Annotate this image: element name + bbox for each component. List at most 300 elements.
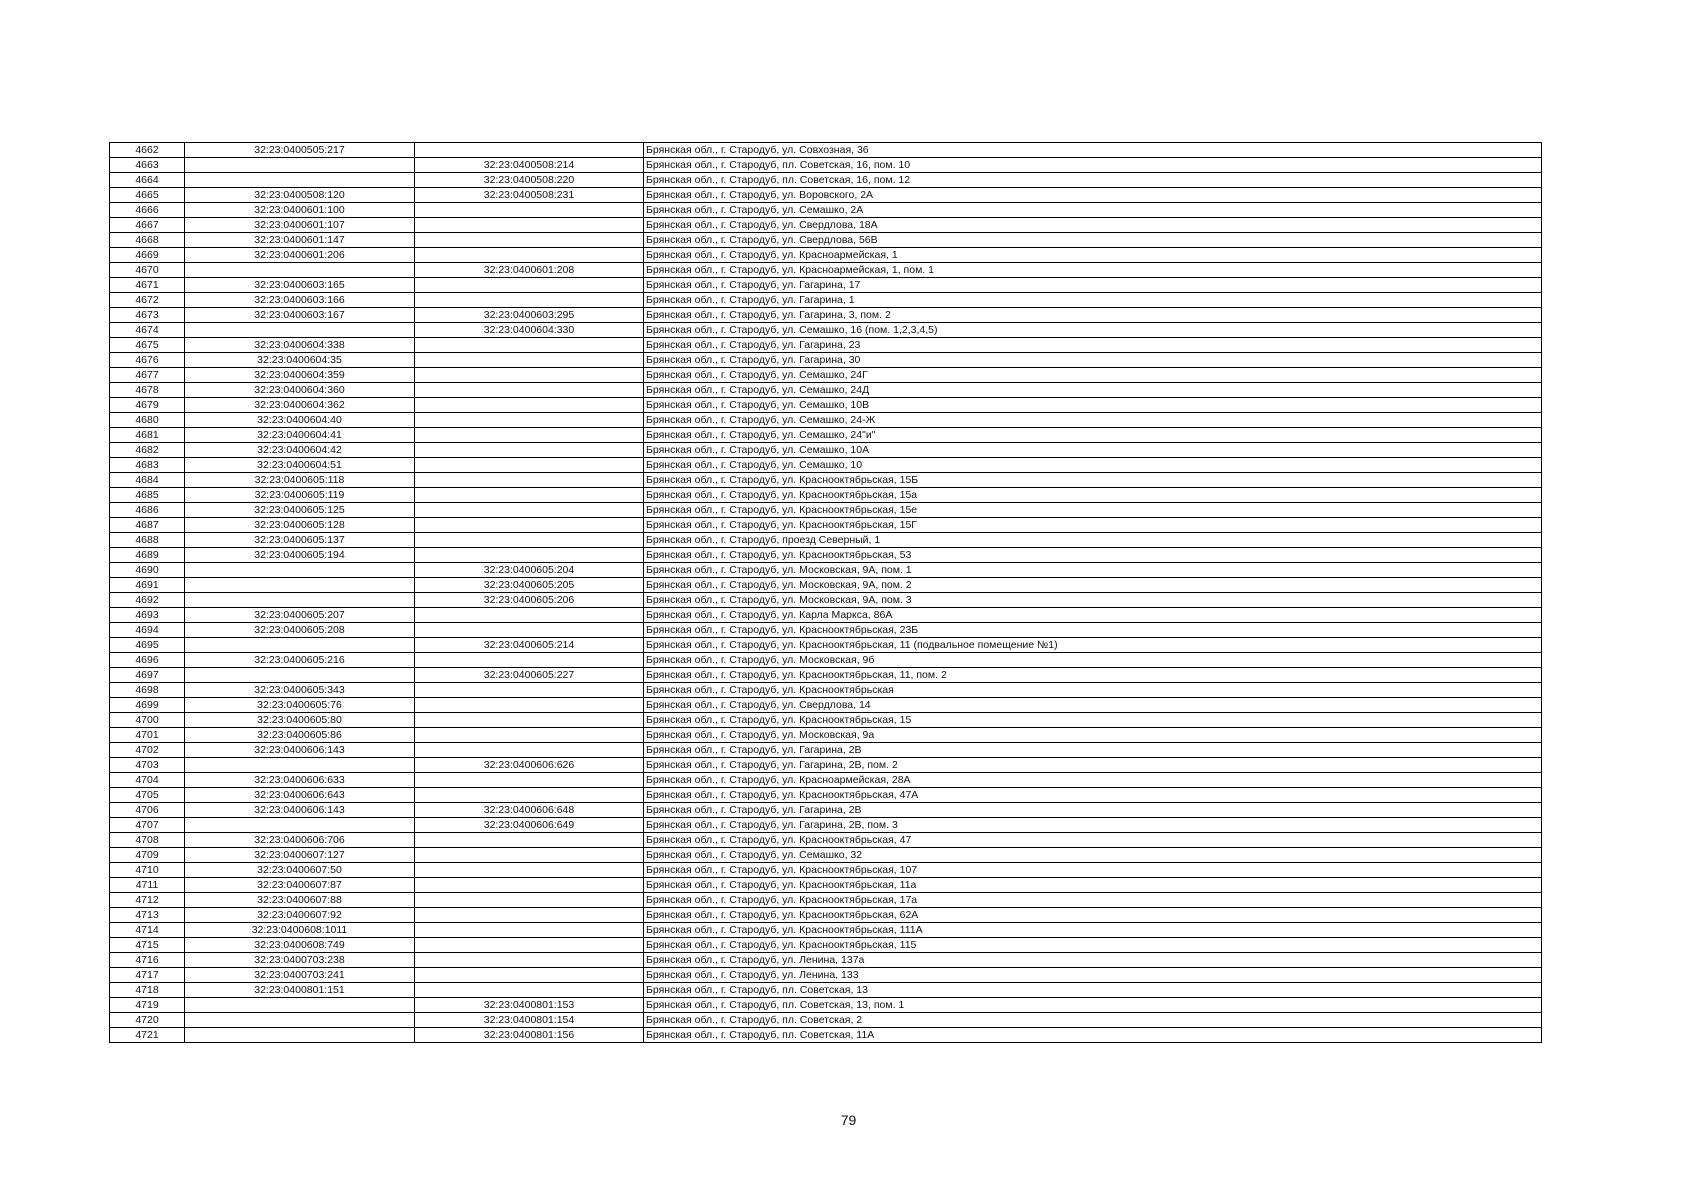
row-number-cell: 4710 (110, 863, 185, 878)
address-cell: Брянская обл., г. Стародуб, ул. Гагарина, 30 (644, 353, 1542, 368)
row-number-cell: 4685 (110, 488, 185, 503)
address-cell: Брянская обл., г. Стародуб, пл. Советская, 13, пом. 1 (644, 998, 1542, 1013)
premises-cadastral-number-cell: 32:23:0400606:649 (415, 818, 644, 833)
address-cell: Брянская обл., г. Стародуб, ул. Красноармейская, 1 (644, 248, 1542, 263)
cadastral-number-cell (185, 563, 415, 578)
premises-cadastral-number-cell: 32:23:0400601:208 (415, 263, 644, 278)
premises-cadastral-number-cell (415, 398, 644, 413)
table-row (110, 938, 1542, 953)
row-number-cell: 4666 (110, 203, 185, 218)
premises-cadastral-number-cell (415, 548, 644, 563)
address-cell: Брянская обл., г. Стародуб, ул. Свердлова, 56В (644, 233, 1542, 248)
premises-cadastral-number-cell (415, 368, 644, 383)
row-number-cell: 4701 (110, 728, 185, 743)
address-cell: Брянская обл., г. Стародуб, ул. Краснооктябрьская (644, 683, 1542, 698)
table-row (110, 953, 1542, 968)
cadastral-number-cell: 32:23:0400801:151 (185, 983, 415, 998)
table-row (110, 293, 1542, 308)
cadastral-number-cell: 32:23:0400607:127 (185, 848, 415, 863)
address-cell: Брянская обл., г. Стародуб, ул. Краснооктябрьская, 15Г (644, 518, 1542, 533)
premises-cadastral-number-cell (415, 863, 644, 878)
row-number-cell: 4714 (110, 923, 185, 938)
address-cell: Брянская обл., г. Стародуб, ул. Краснооктябрьская, 62А (644, 908, 1542, 923)
cadastral-number-cell: 32:23:0400604:51 (185, 458, 415, 473)
row-number-cell: 4702 (110, 743, 185, 758)
row-number-cell: 4708 (110, 833, 185, 848)
address-cell: Брянская обл., г. Стародуб, ул. Семашко, 24Д (644, 383, 1542, 398)
property-registry-table (109, 142, 1542, 1043)
cadastral-number-cell (185, 818, 415, 833)
table-row (110, 683, 1542, 698)
cadastral-number-cell (185, 998, 415, 1013)
address-cell: Брянская обл., г. Стародуб, ул. Семашко, 24"и" (644, 428, 1542, 443)
premises-cadastral-number-cell (415, 233, 644, 248)
premises-cadastral-number-cell: 32:23:0400508:214 (415, 158, 644, 173)
row-number-cell: 4709 (110, 848, 185, 863)
cadastral-number-cell: 32:23:0400601:147 (185, 233, 415, 248)
address-cell: Брянская обл., г. Стародуб, пл. Советская, 2 (644, 1013, 1542, 1028)
address-cell: Брянская обл., г. Стародуб, пл. Советская, 16, пом. 10 (644, 158, 1542, 173)
row-number-cell: 4706 (110, 803, 185, 818)
row-number-cell: 4687 (110, 518, 185, 533)
row-number-cell: 4671 (110, 278, 185, 293)
row-number-cell: 4692 (110, 593, 185, 608)
row-number-cell: 4688 (110, 533, 185, 548)
premises-cadastral-number-cell (415, 488, 644, 503)
address-cell: Брянская обл., г. Стародуб, ул. Краснооктябрьская, 47А (644, 788, 1542, 803)
premises-cadastral-number-cell: 32:23:0400604:330 (415, 323, 644, 338)
cadastral-number-cell: 32:23:0400604:362 (185, 398, 415, 413)
premises-cadastral-number-cell (415, 653, 644, 668)
cadastral-number-cell: 32:23:0400601:206 (185, 248, 415, 263)
premises-cadastral-number-cell (415, 968, 644, 983)
premises-cadastral-number-cell (415, 953, 644, 968)
row-number-cell: 4713 (110, 908, 185, 923)
premises-cadastral-number-cell (415, 938, 644, 953)
premises-cadastral-number-cell (415, 833, 644, 848)
row-number-cell: 4717 (110, 968, 185, 983)
address-cell: Брянская обл., г. Стародуб, ул. Семашко, 10 (644, 458, 1542, 473)
cadastral-number-cell: 32:23:0400605:76 (185, 698, 415, 713)
address-cell: Брянская обл., г. Стародуб, пл. Советская, 11А (644, 1028, 1542, 1043)
address-cell: Брянская обл., г. Стародуб, ул. Семашко, 24-Ж (644, 413, 1542, 428)
table-row (110, 713, 1542, 728)
premises-cadastral-number-cell (415, 518, 644, 533)
address-cell: Брянская обл., г. Стародуб, ул. Свердлова, 14 (644, 698, 1542, 713)
cadastral-number-cell: 32:23:0400604:338 (185, 338, 415, 353)
row-number-cell: 4680 (110, 413, 185, 428)
address-cell: Брянская обл., г. Стародуб, ул. Московская, 9А, пом. 1 (644, 563, 1542, 578)
address-cell: Брянская обл., г. Стародуб, пл. Советская, 13 (644, 983, 1542, 998)
table-row (110, 698, 1542, 713)
cadastral-number-cell: 32:23:0400607:88 (185, 893, 415, 908)
address-cell: Брянская обл., г. Стародуб, ул. Краснооктябрьская, 11, пом. 2 (644, 668, 1542, 683)
premises-cadastral-number-cell (415, 713, 644, 728)
row-number-cell: 4674 (110, 323, 185, 338)
address-cell: Брянская обл., г. Стародуб, ул. Семашко, 10В (644, 398, 1542, 413)
row-number-cell: 4712 (110, 893, 185, 908)
row-number-cell: 4689 (110, 548, 185, 563)
address-cell: Брянская обл., г. Стародуб, ул. Краснооктябрьская, 11 (подвальное помещение №1) (644, 638, 1542, 653)
cadastral-number-cell (185, 323, 415, 338)
table-row (110, 623, 1542, 638)
table-row (110, 608, 1542, 623)
cadastral-number-cell (185, 263, 415, 278)
cadastral-number-cell: 32:23:0400607:92 (185, 908, 415, 923)
cadastral-number-cell (185, 1013, 415, 1028)
table-row (110, 188, 1542, 203)
address-cell: Брянская обл., г. Стародуб, ул. Ленина, 137а (644, 953, 1542, 968)
cadastral-number-cell: 32:23:0400601:100 (185, 203, 415, 218)
table-row (110, 908, 1542, 923)
row-number-cell: 4718 (110, 983, 185, 998)
row-number-cell: 4663 (110, 158, 185, 173)
premises-cadastral-number-cell (415, 773, 644, 788)
premises-cadastral-number-cell (415, 413, 644, 428)
premises-cadastral-number-cell (415, 443, 644, 458)
cadastral-number-cell: 32:23:0400604:40 (185, 413, 415, 428)
row-number-cell: 4676 (110, 353, 185, 368)
premises-cadastral-number-cell: 32:23:0400605:214 (415, 638, 644, 653)
row-number-cell: 4695 (110, 638, 185, 653)
address-cell: Брянская обл., г. Стародуб, ул. Краснооктябрьская, 15 (644, 713, 1542, 728)
address-cell: Брянская обл., г. Стародуб, ул. Семашко, 2А (644, 203, 1542, 218)
cadastral-number-cell: 32:23:0400604:359 (185, 368, 415, 383)
cadastral-number-cell (185, 158, 415, 173)
table-row (110, 203, 1542, 218)
address-cell: Брянская обл., г. Стародуб, ул. Краснооктябрьская, 15а (644, 488, 1542, 503)
address-cell: Брянская обл., г. Стародуб, ул. Краснооктябрьская, 53 (644, 548, 1542, 563)
table-row (110, 383, 1542, 398)
row-number-cell: 4697 (110, 668, 185, 683)
cadastral-number-cell: 32:23:0400604:35 (185, 353, 415, 368)
address-cell: Брянская обл., г. Стародуб, ул. Ленина, 133 (644, 968, 1542, 983)
table-row (110, 578, 1542, 593)
table-row (110, 638, 1542, 653)
cadastral-number-cell: 32:23:0400605:216 (185, 653, 415, 668)
row-number-cell: 4704 (110, 773, 185, 788)
premises-cadastral-number-cell: 32:23:0400801:154 (415, 1013, 644, 1028)
cadastral-number-cell: 32:23:0400606:643 (185, 788, 415, 803)
premises-cadastral-number-cell (415, 983, 644, 998)
address-cell: Брянская обл., г. Стародуб, ул. Семашко, 32 (644, 848, 1542, 863)
premises-cadastral-number-cell (415, 878, 644, 893)
table-row (110, 143, 1542, 158)
premises-cadastral-number-cell (415, 203, 644, 218)
address-cell: Брянская обл., г. Стародуб, ул. Карла Маркса, 86А (644, 608, 1542, 623)
table-row (110, 338, 1542, 353)
row-number-cell: 4703 (110, 758, 185, 773)
premises-cadastral-number-cell: 32:23:0400605:206 (415, 593, 644, 608)
premises-cadastral-number-cell (415, 788, 644, 803)
table-row (110, 968, 1542, 983)
address-cell: Брянская обл., г. Стародуб, ул. Семашко, 24Г (644, 368, 1542, 383)
table-row (110, 848, 1542, 863)
table-row (110, 548, 1542, 563)
premises-cadastral-number-cell: 32:23:0400508:231 (415, 188, 644, 203)
cadastral-number-cell: 32:23:0400605:86 (185, 728, 415, 743)
address-cell: Брянская обл., г. Стародуб, ул. Краснооктябрьская, 115 (644, 938, 1542, 953)
table-row (110, 308, 1542, 323)
premises-cadastral-number-cell: 32:23:0400801:153 (415, 998, 644, 1013)
address-cell: Брянская обл., г. Стародуб, ул. Свердлова, 18А (644, 218, 1542, 233)
premises-cadastral-number-cell (415, 848, 644, 863)
address-cell: Брянская обл., г. Стародуб, ул. Воровского, 2А (644, 188, 1542, 203)
premises-cadastral-number-cell (415, 683, 644, 698)
address-cell: Брянская обл., г. Стародуб, ул. Гагарина, 3, пом. 2 (644, 308, 1542, 323)
row-number-cell: 4665 (110, 188, 185, 203)
table-row (110, 1013, 1542, 1028)
table-row (110, 353, 1542, 368)
cadastral-number-cell: 32:23:0400604:42 (185, 443, 415, 458)
row-number-cell: 4707 (110, 818, 185, 833)
row-number-cell: 4720 (110, 1013, 185, 1028)
cadastral-number-cell: 32:23:0400605:137 (185, 533, 415, 548)
table-row (110, 488, 1542, 503)
address-cell: Брянская обл., г. Стародуб, ул. Гагарина, 2В (644, 803, 1542, 818)
row-number-cell: 4681 (110, 428, 185, 443)
cadastral-number-cell (185, 758, 415, 773)
page-number: 79 (840, 1112, 857, 1128)
table-row (110, 518, 1542, 533)
cadastral-number-cell (185, 593, 415, 608)
row-number-cell: 4716 (110, 953, 185, 968)
address-cell: Брянская обл., г. Стародуб, ул. Семашко, 16 (пом. 1,2,3,4,5) (644, 323, 1542, 338)
table-row (110, 893, 1542, 908)
row-number-cell: 4711 (110, 878, 185, 893)
table-row (110, 593, 1542, 608)
cadastral-number-cell (185, 173, 415, 188)
table-row (110, 473, 1542, 488)
table-row (110, 458, 1542, 473)
table-row (110, 773, 1542, 788)
cadastral-number-cell: 32:23:0400605:118 (185, 473, 415, 488)
row-number-cell: 4667 (110, 218, 185, 233)
table-row (110, 878, 1542, 893)
premises-cadastral-number-cell: 32:23:0400606:648 (415, 803, 644, 818)
premises-cadastral-number-cell (415, 383, 644, 398)
cadastral-number-cell (185, 578, 415, 593)
row-number-cell: 4699 (110, 698, 185, 713)
address-cell: Брянская обл., г. Стародуб, ул. Гагарина, 23 (644, 338, 1542, 353)
cadastral-number-cell: 32:23:0400703:238 (185, 953, 415, 968)
row-number-cell: 4719 (110, 998, 185, 1013)
premises-cadastral-number-cell (415, 533, 644, 548)
address-cell: Брянская обл., г. Стародуб, пл. Советская, 16, пом. 12 (644, 173, 1542, 188)
table-row (110, 248, 1542, 263)
premises-cadastral-number-cell (415, 743, 644, 758)
cadastral-number-cell: 32:23:0400703:241 (185, 968, 415, 983)
table-row (110, 563, 1542, 578)
cadastral-number-cell: 32:23:0400605:343 (185, 683, 415, 698)
address-cell: Брянская обл., г. Стародуб, ул. Московская, 9а (644, 728, 1542, 743)
premises-cadastral-number-cell (415, 293, 644, 308)
table-row (110, 818, 1542, 833)
cadastral-number-cell: 32:23:0400605:119 (185, 488, 415, 503)
row-number-cell: 4673 (110, 308, 185, 323)
address-cell: Брянская обл., г. Стародуб, ул. Краснооктябрьская, 107 (644, 863, 1542, 878)
address-cell: Брянская обл., г. Стародуб, ул. Краснооктябрьская, 23Б (644, 623, 1542, 638)
address-cell: Брянская обл., г. Стародуб, ул. Краснооктябрьская, 15е (644, 503, 1542, 518)
premises-cadastral-number-cell (415, 338, 644, 353)
premises-cadastral-number-cell (415, 353, 644, 368)
premises-cadastral-number-cell: 32:23:0400605:204 (415, 563, 644, 578)
table-row (110, 173, 1542, 188)
premises-cadastral-number-cell (415, 143, 644, 158)
row-number-cell: 4664 (110, 173, 185, 188)
address-cell: Брянская обл., г. Стародуб, ул. Гагарина, 1 (644, 293, 1542, 308)
table-row (110, 863, 1542, 878)
row-number-cell: 4677 (110, 368, 185, 383)
premises-cadastral-number-cell (415, 728, 644, 743)
cadastral-number-cell (185, 668, 415, 683)
cadastral-number-cell: 32:23:0400603:167 (185, 308, 415, 323)
premises-cadastral-number-cell: 32:23:0400603:295 (415, 308, 644, 323)
cadastral-number-cell: 32:23:0400605:125 (185, 503, 415, 518)
address-cell: Брянская обл., г. Стародуб, ул. Московская, 9А, пом. 2 (644, 578, 1542, 593)
cadastral-number-cell: 32:23:0400601:107 (185, 218, 415, 233)
cadastral-number-cell: 32:23:0400606:143 (185, 803, 415, 818)
address-cell: Брянская обл., г. Стародуб, ул. Красноармейская, 1, пом. 1 (644, 263, 1542, 278)
address-cell: Брянская обл., г. Стародуб, ул. Гагарина, 17 (644, 278, 1542, 293)
table-row (110, 833, 1542, 848)
table-row (110, 278, 1542, 293)
cadastral-number-cell (185, 1028, 415, 1043)
row-number-cell: 4698 (110, 683, 185, 698)
table-row (110, 758, 1542, 773)
table-row (110, 218, 1542, 233)
address-cell: Брянская обл., г. Стародуб, ул. Семашко, 10А (644, 443, 1542, 458)
table-row (110, 503, 1542, 518)
cadastral-number-cell: 32:23:0400605:80 (185, 713, 415, 728)
cadastral-number-cell: 32:23:0400603:165 (185, 278, 415, 293)
table-row (110, 428, 1542, 443)
cadastral-number-cell: 32:23:0400508:120 (185, 188, 415, 203)
row-number-cell: 4696 (110, 653, 185, 668)
table-row (110, 743, 1542, 758)
table-row (110, 413, 1542, 428)
address-cell: Брянская обл., г. Стародуб, проезд Северный, 1 (644, 533, 1542, 548)
premises-cadastral-number-cell (415, 428, 644, 443)
address-cell: Брянская обл., г. Стародуб, ул. Красноармейская, 28А (644, 773, 1542, 788)
row-number-cell: 4691 (110, 578, 185, 593)
address-cell: Брянская обл., г. Стародуб, ул. Гагарина, 2В, пом. 3 (644, 818, 1542, 833)
premises-cadastral-number-cell (415, 473, 644, 488)
cadastral-number-cell: 32:23:0400607:87 (185, 878, 415, 893)
premises-cadastral-number-cell: 32:23:0400508:220 (415, 173, 644, 188)
cadastral-number-cell: 32:23:0400604:41 (185, 428, 415, 443)
row-number-cell: 4662 (110, 143, 185, 158)
premises-cadastral-number-cell (415, 623, 644, 638)
address-cell: Брянская обл., г. Стародуб, ул. Краснооктябрьская, 47 (644, 833, 1542, 848)
table-row (110, 728, 1542, 743)
address-cell: Брянская обл., г. Стародуб, ул. Гагарина, 2В, пом. 2 (644, 758, 1542, 773)
cadastral-number-cell: 32:23:0400505:217 (185, 143, 415, 158)
cadastral-number-cell: 32:23:0400605:128 (185, 518, 415, 533)
table-row (110, 533, 1542, 548)
table-row (110, 263, 1542, 278)
address-cell: Брянская обл., г. Стародуб, ул. Совхозная, 36 (644, 143, 1542, 158)
premises-cadastral-number-cell (415, 698, 644, 713)
row-number-cell: 4684 (110, 473, 185, 488)
premises-cadastral-number-cell (415, 908, 644, 923)
table-row (110, 443, 1542, 458)
premises-cadastral-number-cell (415, 248, 644, 263)
table-row (110, 803, 1542, 818)
row-number-cell: 4672 (110, 293, 185, 308)
premises-cadastral-number-cell (415, 503, 644, 518)
table-row (110, 788, 1542, 803)
address-cell: Брянская обл., г. Стародуб, ул. Московская, 9А, пом. 3 (644, 593, 1542, 608)
premises-cadastral-number-cell: 32:23:0400801:156 (415, 1028, 644, 1043)
premises-cadastral-number-cell (415, 458, 644, 473)
row-number-cell: 4682 (110, 443, 185, 458)
address-cell: Брянская обл., г. Стародуб, ул. Московская, 9б (644, 653, 1542, 668)
row-number-cell: 4678 (110, 383, 185, 398)
address-cell: Брянская обл., г. Стародуб, ул. Гагарина, 2В (644, 743, 1542, 758)
row-number-cell: 4675 (110, 338, 185, 353)
row-number-cell: 4694 (110, 623, 185, 638)
row-number-cell: 4700 (110, 713, 185, 728)
table-row (110, 668, 1542, 683)
table-row (110, 158, 1542, 173)
cadastral-number-cell: 32:23:0400605:194 (185, 548, 415, 563)
cadastral-number-cell: 32:23:0400605:208 (185, 623, 415, 638)
premises-cadastral-number-cell (415, 278, 644, 293)
table-body (110, 143, 1542, 1043)
premises-cadastral-number-cell (415, 608, 644, 623)
row-number-cell: 4679 (110, 398, 185, 413)
row-number-cell: 4715 (110, 938, 185, 953)
table-row (110, 233, 1542, 248)
row-number-cell: 4705 (110, 788, 185, 803)
premises-cadastral-number-cell (415, 923, 644, 938)
cadastral-number-cell: 32:23:0400606:633 (185, 773, 415, 788)
cadastral-number-cell: 32:23:0400608:1011 (185, 923, 415, 938)
row-number-cell: 4670 (110, 263, 185, 278)
table-row (110, 398, 1542, 413)
premises-cadastral-number-cell: 32:23:0400606:626 (415, 758, 644, 773)
address-cell: Брянская обл., г. Стародуб, ул. Краснооктябрьская, 15Б (644, 473, 1542, 488)
row-number-cell: 4683 (110, 458, 185, 473)
cadastral-number-cell: 32:23:0400608:749 (185, 938, 415, 953)
table-row (110, 653, 1542, 668)
cadastral-number-cell: 32:23:0400605:207 (185, 608, 415, 623)
address-cell: Брянская обл., г. Стародуб, ул. Краснооктябрьская, 11а (644, 878, 1542, 893)
premises-cadastral-number-cell: 32:23:0400605:205 (415, 578, 644, 593)
table-row (110, 998, 1542, 1013)
table-row (110, 983, 1542, 998)
row-number-cell: 4693 (110, 608, 185, 623)
premises-cadastral-number-cell (415, 893, 644, 908)
row-number-cell: 4721 (110, 1028, 185, 1043)
table-row (110, 923, 1542, 938)
premises-cadastral-number-cell: 32:23:0400605:227 (415, 668, 644, 683)
row-number-cell: 4669 (110, 248, 185, 263)
row-number-cell: 4686 (110, 503, 185, 518)
cadastral-number-cell: 32:23:0400606:143 (185, 743, 415, 758)
table-row (110, 323, 1542, 338)
table-row (110, 368, 1542, 383)
cadastral-number-cell: 32:23:0400607:50 (185, 863, 415, 878)
cadastral-number-cell: 32:23:0400604:360 (185, 383, 415, 398)
cadastral-number-cell: 32:23:0400606:706 (185, 833, 415, 848)
row-number-cell: 4690 (110, 563, 185, 578)
table-row (110, 1028, 1542, 1043)
cadastral-number-cell: 32:23:0400603:166 (185, 293, 415, 308)
premises-cadastral-number-cell (415, 218, 644, 233)
row-number-cell: 4668 (110, 233, 185, 248)
